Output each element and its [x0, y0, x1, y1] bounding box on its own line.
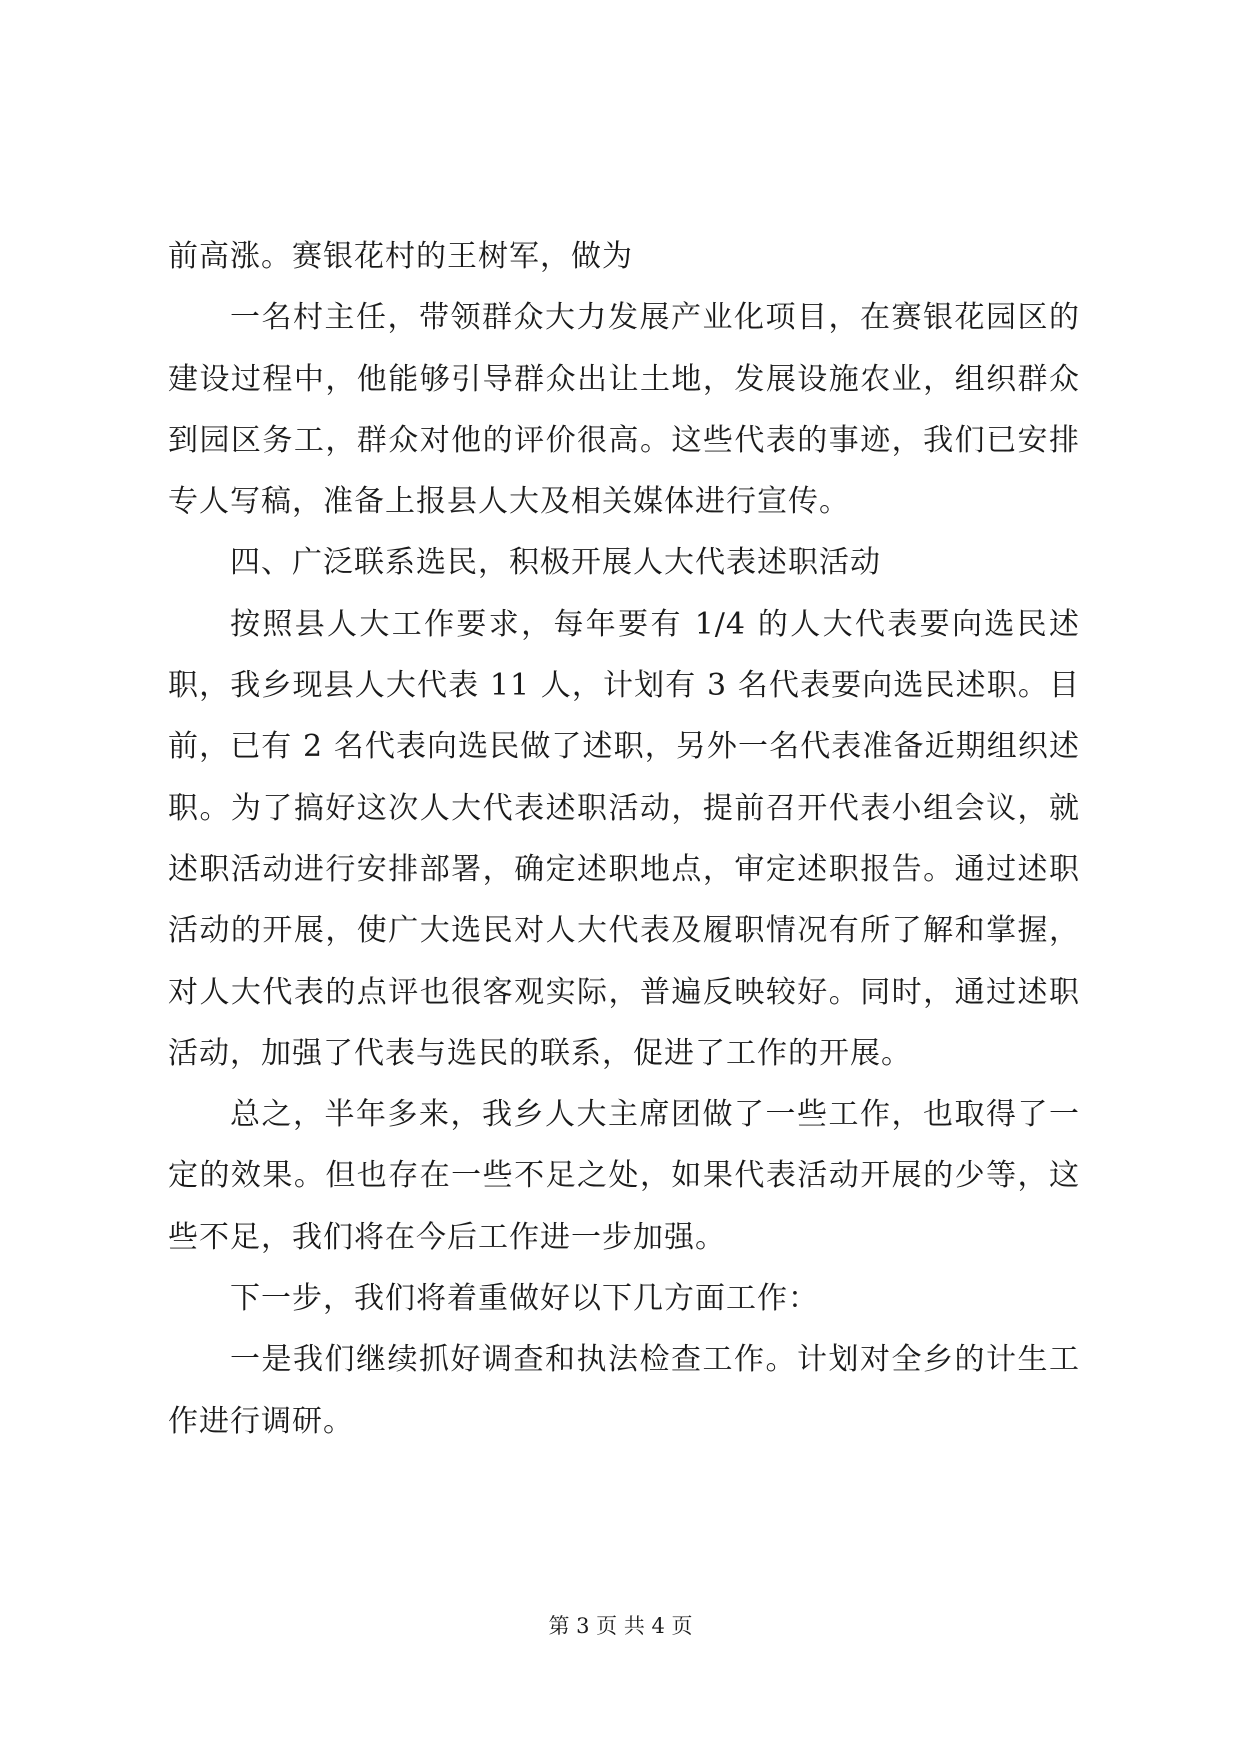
paragraph-village-director: 一名村主任，带领群众大力发展产业化项目，在赛银花园区的建设过程中，他能够引导群众出让土地，发展设施农业，组织群众到园区务工，群众对他的评价很高。这些代表的事迹，我们已安排专人写稿，准备上报县人大及相关媒体进行宣传。: [168, 300, 1080, 520]
paragraph-continuation: 前高涨。赛银花村的王树军，做为: [168, 239, 633, 274]
section-heading-four: 四、广泛联系选民，积极开展人大代表述职活动: [230, 545, 881, 581]
paragraph-next-steps: 下一步，我们将着重做好以下几方面工作：: [230, 1281, 819, 1317]
paragraph-summary: 总之，半年多来，我乡人大主席团做了一些工作，也取得了一定的效果。但也存在一些不足之处，如果代表活动开展的少等，这些不足，我们将在今后工作进一步加强。: [168, 1097, 1080, 1255]
paragraph-item-one: 一是我们继续抓好调查和执法检查工作。计划对全乡的计生工作进行调研。: [168, 1342, 1080, 1439]
document-body: [168, 226, 1080, 1452]
page-number-footer: 第 3 页 共 4 页: [548, 1614, 693, 1638]
paragraph-reporting-activity: 按照县人大工作要求，每年要有 1/4 的人大代表要向选民述职，我乡现县人大代表 11 人，计划有 3 名代表要向选民述职。目前，已有 2 名代表向选民做了述职，另外一名代表准备近期组织述职。为了搞好这次人大代表述职活动，提前召开代表小组会议，就述职活动进行安排部署，确定述职地点，审定述职报告。通过述职活动的开展，使广大选民对人大代表及履职情况有所了解和掌握，对人大代表的点评也很客观实际，普遍反映较好。同时，通过述职活动，加强了代表与选民的联系，促进了工作的开展。: [168, 606, 1080, 1071]
